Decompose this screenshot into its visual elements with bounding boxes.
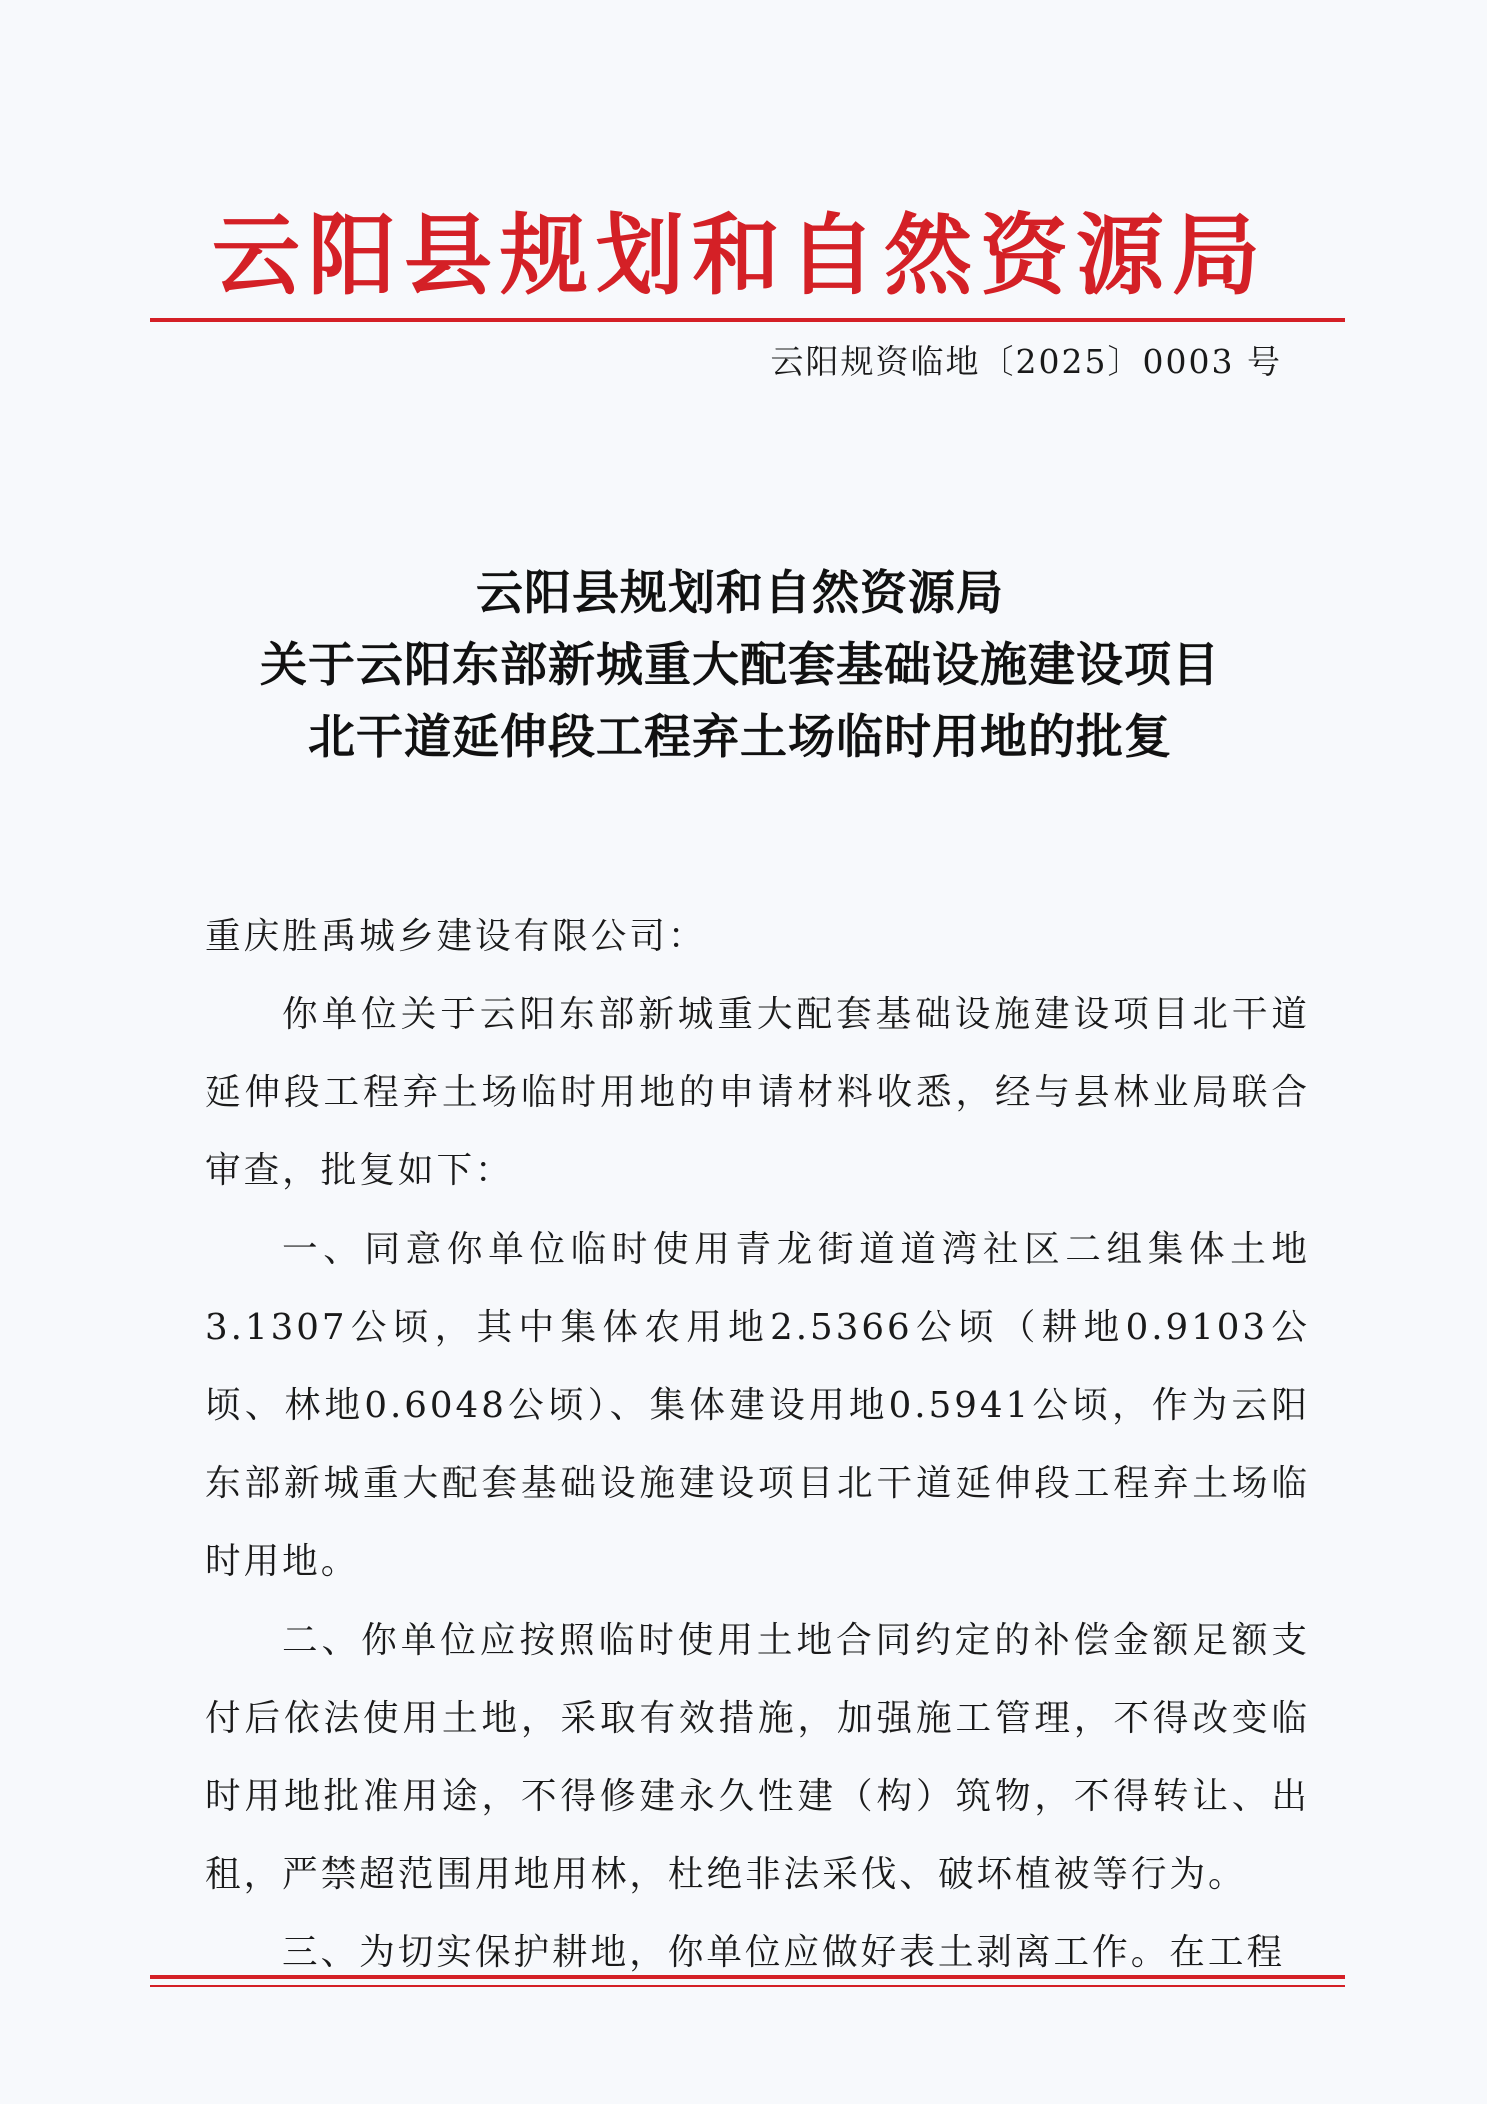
document-number: 云阳规资临地〔2025〕0003 号 — [770, 342, 1282, 381]
document-body — [205, 898, 1310, 1993]
document-title — [150, 558, 1330, 774]
footer-red-rule-top — [150, 1975, 1345, 1979]
title-line-3: 北干道延伸段工程弃土场临时用地的批复 — [308, 710, 1172, 765]
body-paragraph-3: 三、为切实保护耕地，你单位应做好表土剥离工作。在工程 — [282, 1932, 1286, 1974]
salutation: 重庆胜禹城乡建设有限公司： — [205, 916, 707, 957]
title-line-2: 关于云阳东部新城重大配套基础设施建设项目 — [260, 638, 1220, 693]
footer-red-rule-bottom — [150, 1985, 1345, 1987]
issuer-header-title: 云阳县规划和自然资源局 — [211, 203, 1268, 307]
title-line-1: 云阳县规划和自然资源局 — [476, 566, 1004, 621]
body-paragraph-1: 一、同意你单位临时使用青龙街道道湾社区二组集体土地3.1307公顷，其中集体农用地2.5366公顷（耕地0.9103公顷、林地0.6048公顷）、集体建设用地0.5941公顷，作为云阳东部新城重大配套基础设施建设项目北干道延伸段工程弃土场临时用地。 — [205, 1228, 1310, 1583]
body-paragraph-2: 二、你单位应按照临时使用土地合同约定的补偿金额足额支付后依法使用土地，采取有效措施，加强施工管理，不得改变临时用地批准用途，不得修建永久性建（构）筑物，不得转让、出租，严禁超范围用地用林，杜绝非法采伐、破坏植被等行为。 — [205, 1619, 1310, 1896]
header-red-rule — [150, 318, 1345, 322]
body-paragraph-intro: 你单位关于云阳东部新城重大配套基础设施建设项目北干道延伸段工程弃土场临时用地的申请材料收悉，经与县林业局联合审查，批复如下： — [205, 994, 1310, 1192]
